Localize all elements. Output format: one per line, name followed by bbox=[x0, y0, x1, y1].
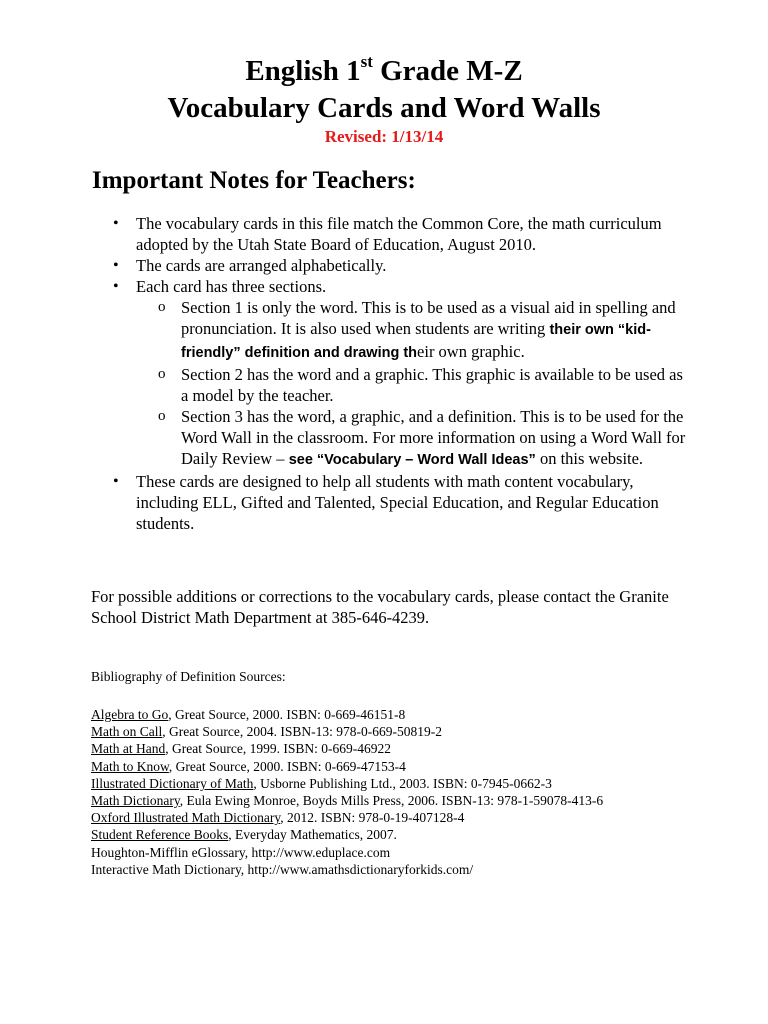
contact-paragraph: For possible additions or corrections to the vocabulary cards, please contact the Granite School District Math Department at 385-646-4239. bbox=[91, 587, 669, 627]
bibliography-entry: Algebra to Go, Great Source, 2000. ISBN: 0-669-46151-8 bbox=[91, 707, 406, 722]
circle-bullet-icon: o bbox=[158, 299, 166, 315]
sub-list-item: o Section 2 has the word and a graphic. This graphic is available to be used as a model by the teacher. bbox=[158, 365, 683, 405]
circle-bullet-icon: o bbox=[158, 408, 166, 424]
bibliography-entry: Math Dictionary, Eula Ewing Monroe, Boyds Mills Press, 2006. ISBN-13: 978-1-59078-413-6 bbox=[91, 793, 604, 809]
bibliography-entry: Interactive Math Dictionary, http://www.amathsdictionaryforkids.com/ bbox=[91, 861, 474, 877]
bibliography-entry: Student Reference Books, Everyday Mathematics, 2007. bbox=[91, 827, 397, 843]
list-item: • The vocabulary cards in this file match the Common Core, the math curriculum adopted by the Utah State Board of Education, August 2010. bbox=[113, 214, 662, 254]
bullet-icon: • bbox=[113, 257, 119, 274]
page-subtitle: Vocabulary Cards and Word Walls bbox=[167, 92, 601, 124]
list-item: • Each card has three sections. bbox=[113, 277, 327, 296]
notes-list bbox=[0, 213, 768, 534]
bibliography-entry: Oxford Illustrated Math Dictionary, 2012. ISBN: 978-0-19-407128-4 bbox=[91, 810, 465, 826]
bibliography-heading: Bibliography of Definition Sources: bbox=[91, 669, 286, 684]
bullet-icon: • bbox=[113, 473, 119, 490]
bibliography-entry: Houghton-Mifflin eGlossary, http://www.eduplace.com bbox=[91, 844, 391, 860]
bibliography-entry: Math at Hand, Great Source, 1999. ISBN: 0-669-46922 bbox=[91, 741, 391, 757]
title-superscript: st bbox=[360, 52, 373, 72]
bibliography-entry: Math to Know, Great Source, 2000. ISBN: 0-669-47153-4 bbox=[91, 758, 406, 774]
bibliography-list bbox=[91, 706, 731, 878]
sub-list-item: o Section 1 is only the word. This is to be used as a visual aid in spelling and pronunciation. It is also used when students are writing their own “kid-friendly” definition and drawing their own graphic. bbox=[158, 298, 676, 361]
bibliography-entry: Math on Call, Great Source, 2004. ISBN-13: 978-0-669-50819-2 bbox=[91, 724, 442, 740]
bibliography-entry: Illustrated Dictionary of Math, Usborne Publishing Ltd., 2003. ISBN: 0-7945-0662-3 bbox=[91, 775, 552, 791]
notes-heading: Important Notes for Teachers: bbox=[92, 167, 416, 194]
sub-list-item: o Section 3 has the word, a graphic, and a definition. This is to be used for the Word Wall in the classroom. For more information on using a Word Wall for Daily Review – see “Vocabulary – Word Wall Ideas” on this website. bbox=[158, 407, 686, 468]
list-item: • These cards are designed to help all students with math content vocabulary, including ELL, Gifted and Talented, Special Education, and Regular Education students. bbox=[113, 472, 659, 533]
title-suffix: Grade M-Z bbox=[372, 55, 523, 87]
list-item: • The cards are arranged alphabetically. bbox=[113, 256, 387, 275]
title-prefix: English 1 bbox=[245, 55, 361, 87]
revised-date: Revised: 1/13/14 bbox=[324, 127, 444, 146]
circle-bullet-icon: o bbox=[158, 366, 166, 382]
page-title bbox=[0, 54, 768, 88]
bullet-icon: • bbox=[113, 278, 119, 295]
bullet-icon: • bbox=[113, 215, 119, 232]
